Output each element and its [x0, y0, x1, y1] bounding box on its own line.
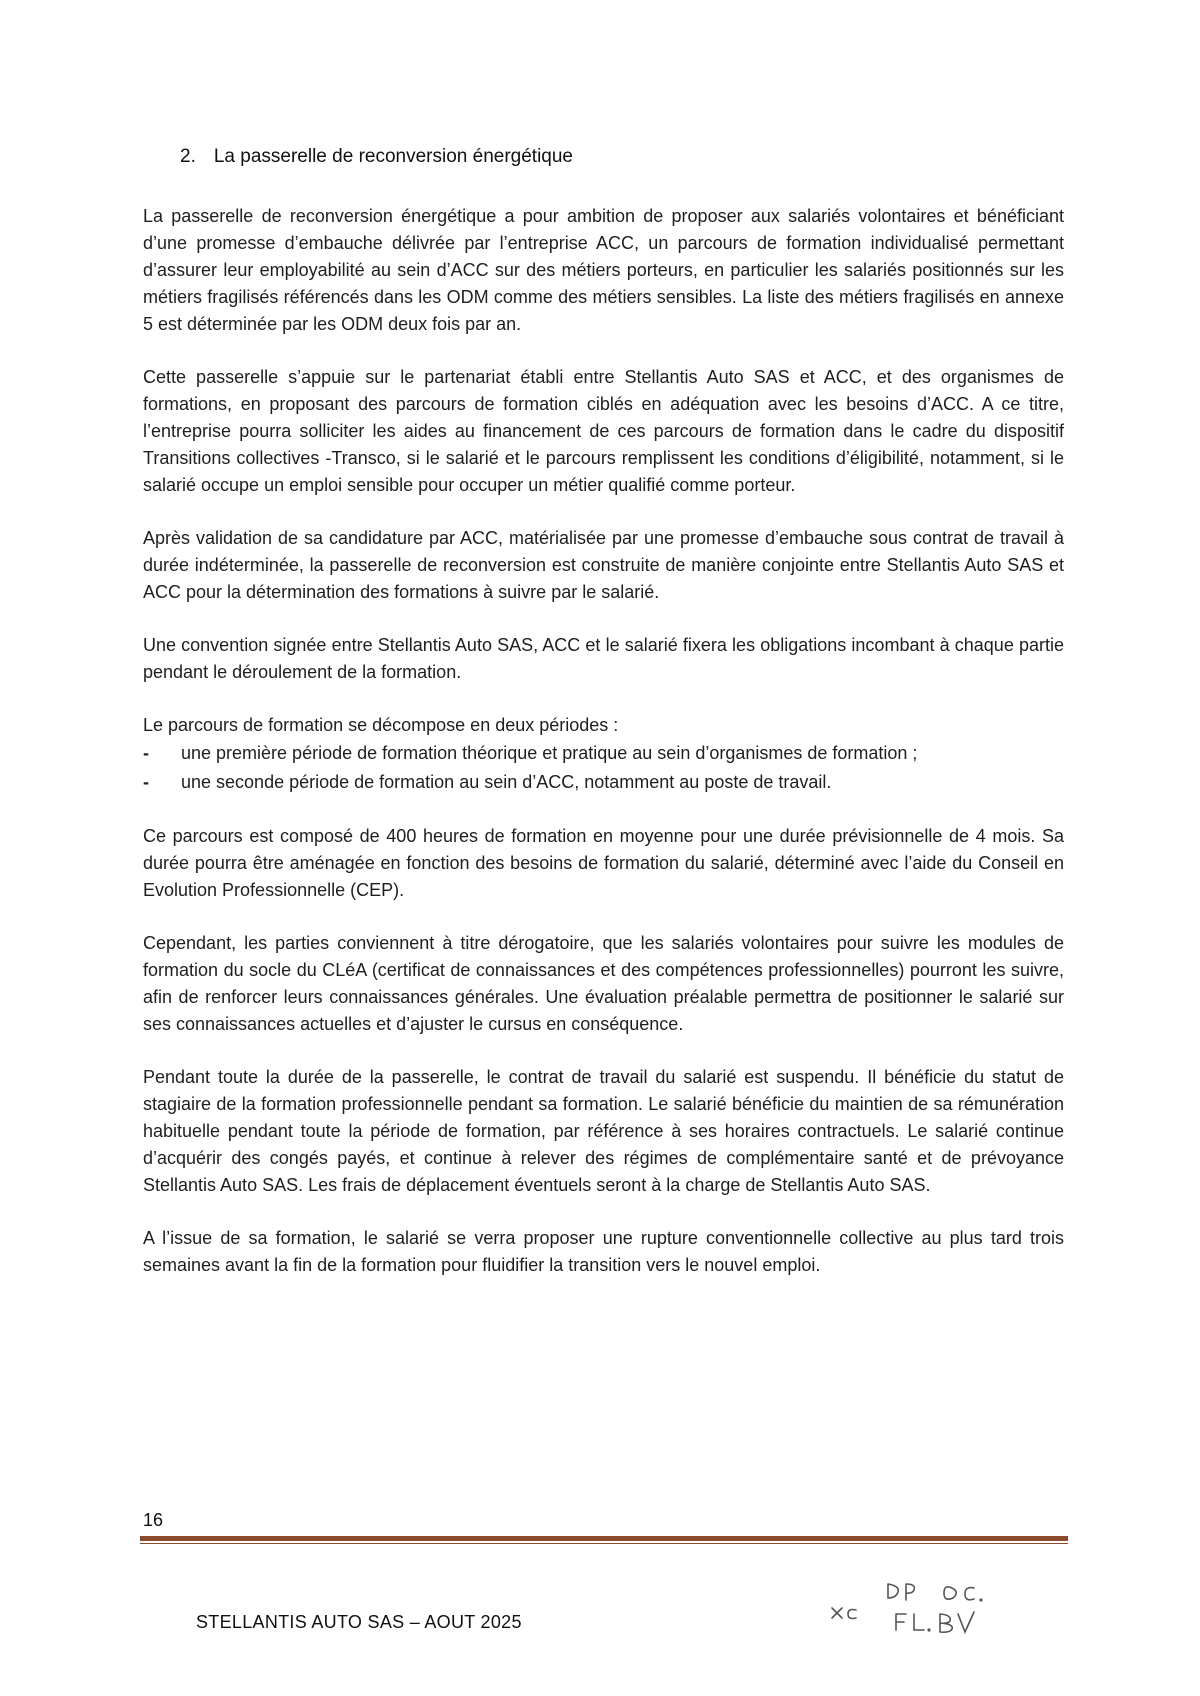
paragraph-periods-intro: Le parcours de formation se décompose en deux périodes : — [143, 715, 619, 735]
section-heading — [180, 146, 573, 168]
paragraph-rupture: A l’issue de sa formation, le salarié se verra proposer une rupture conventionnelle collective au plus tard trois semaines avant la fin de la formation pour fluidifier la transition vers le nouvel emploi. — [143, 1228, 1064, 1275]
bullet-dash: - — [143, 772, 149, 792]
paragraph-convention: Une convention signée entre Stellantis Auto SAS, ACC et le salarié fixera les obligations incombant à chaque partie pendant le déroulement de la formation. — [143, 635, 1064, 682]
page-number: 16 — [143, 1510, 164, 1530]
section-number: 2. — [180, 146, 196, 167]
paragraph-duration: Ce parcours est composé de 400 heures de formation en moyenne pour une durée prévisionnelle de 4 mois. Sa durée pourra être aménagée en fonction des besoins de formation du salarié, déterminé avec l’aide du Conseil en Evolution Professionnelle (CEP). — [143, 826, 1064, 900]
paragraph-clea: Cependant, les parties conviennent à titre dérogatoire, que les salariés volontaires pour suivre les modules de formation du socle du CLéA (certificat de connaissances et des compétences professionnelles) pourront les suivre, afin de renforcer leurs connaissances générales. Une évaluation préalable permettra de positionner le salarié sur ses connaissances actuelles et d’ajuster le cursus en conséquence. — [143, 933, 1064, 1034]
body-text — [143, 203, 1064, 1305]
handwritten-initials — [826, 1548, 1016, 1638]
paragraph-contract-suspension: Pendant toute la durée de la passerelle, le contrat de travail du salarié est suspendu. Il bénéficie du statut de stagiaire de la formation professionnelle pendant sa formation. Le salarié bénéficie du maintien de sa rémunération habituelle pendant toute la période de formation, par référence à ses horaires contractuels. Le salarié continue d’acquérir des congés payés, et continue à relever des régimes de complémentaire santé et de prévoyance Stellantis Auto SAS. Les frais de déplacement éventuels seront à la charge de Stellantis Auto SAS. — [143, 1067, 1064, 1195]
list-item-text: une première période de formation théorique et pratique au sein d’organismes de formation ; — [181, 743, 918, 763]
footer-rule-thick — [140, 1536, 1068, 1541]
paragraph-validation: Après validation de sa candidature par ACC, matérialisée par une promesse d’embauche sous contrat de travail à durée indéterminée, la passerelle de reconversion est construite de manière conjointe entre Stellantis Auto SAS et ACC pour la détermination des formations à suivre par le salarié. — [143, 528, 1064, 602]
footer-company-date: STELLANTIS AUTO SAS – AOUT 2025 — [196, 1612, 522, 1632]
paragraph-ambition: La passerelle de reconversion énergétique a pour ambition de proposer aux salariés volontaires et bénéficiant d’une promesse d’embauche délivrée par l’entreprise ACC, un parcours de formation individualisé permettant d’assurer leur employabilité au sein d’ACC sur des métiers porteurs, en particulier les salariés positionnés sur les métiers fragilisés référencés dans les ODM comme des métiers sensibles. La liste des métiers fragilisés en annexe 5 est déterminée par les ODM deux fois par an. — [143, 206, 1064, 334]
bullet-dash: - — [143, 743, 149, 763]
list-item-text: une seconde période de formation au sein d’ACC, notamment au poste de travail. — [181, 772, 832, 792]
paragraph-partnership: Cette passerelle s’appuie sur le partenariat établi entre Stellantis Auto SAS et ACC, et des organismes de formations, en proposant des parcours de formation ciblés en adéquation avec les besoins d’ACC. A ce titre, l’entreprise pourra solliciter les aides au financement de ces parcours de formation dans le cadre du dispositif Transitions collectives -Transco, si le salarié et le parcours remplissent les conditions d’éligibilité, notamment, si le salarié occupe un emploi sensible pour occuper un métier qualifié comme porteur. — [143, 367, 1064, 495]
section-title: La passerelle de reconversion énergétique — [213, 146, 573, 167]
footer-rule-thin — [140, 1543, 1068, 1544]
periods-list — [143, 739, 1064, 797]
list-item — [143, 739, 1064, 768]
list-item — [143, 768, 1064, 797]
